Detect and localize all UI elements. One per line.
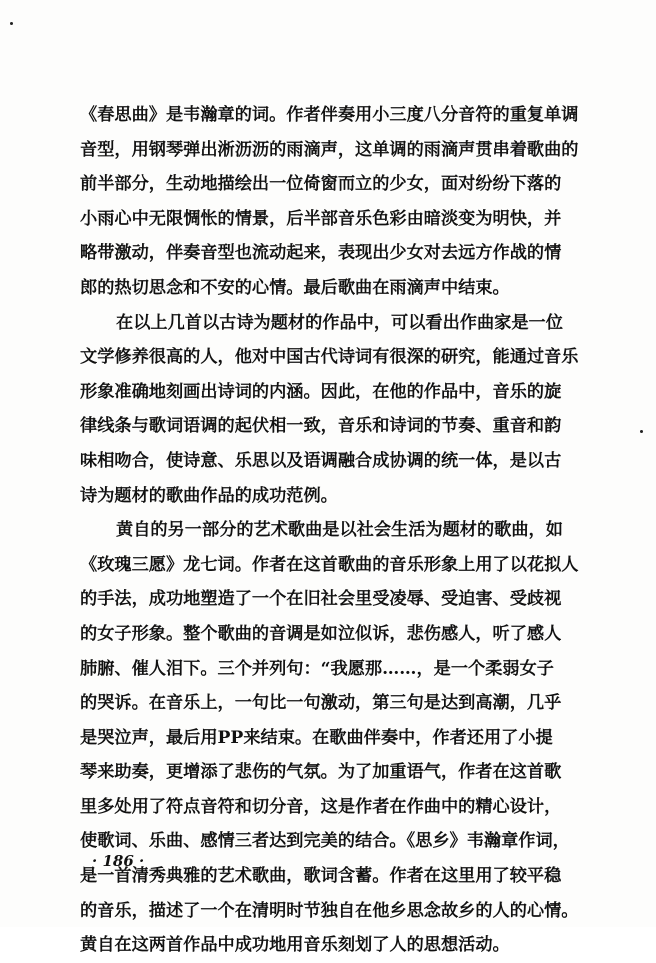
text-line: 小雨心中无限惆怅的情景，后半部音乐色彩由暗淡变为明快，并	[80, 208, 562, 229]
text-line: 诗为题材的歌曲作品的成功范例。	[80, 485, 338, 506]
text-line: 的手法，成功地塑造了一个在旧社会里受凌辱、受迫害、受歧视	[80, 589, 562, 610]
text-line: 郎的热切思念和不安的心情。最后歌曲在雨滴声中结束。	[80, 277, 510, 298]
text-line: 《春思曲》是韦瀚章的词。作者伴奏用小三度八分音符的重复单调	[80, 105, 579, 125]
text-line: 味相吻合，使诗意、乐思以及语调融合成协调的统一体，是以古	[80, 450, 562, 471]
text-line: 略带激动，伴奏音型也流动起来，表现出少女对去远方作战的情	[80, 243, 562, 264]
text-line: 的哭诉。在音乐上，一句比一句激动，第三句是达到高潮，几乎	[80, 693, 562, 714]
body-text	[80, 98, 585, 963]
text-line: 黄自在这两首作品中成功地用音乐刻划了人的思想活动。	[80, 935, 510, 956]
text-line: 律线条与歌词语调的起伏相一致，音乐和诗词的节奏、重音和韵	[80, 416, 562, 437]
text-line: 肺腑、催人泪下。三个并列句：“我愿那……，是一个柔弱女子	[80, 658, 554, 679]
text-line: 的女子形象。整个歌曲的音调是如泣似诉，悲伤感人，听了感人	[80, 623, 562, 644]
scan-speck	[640, 430, 643, 433]
text-line: 《玫瑰三愿》龙七词。作者在这首歌曲的音乐形象上用了以花拟人	[80, 554, 579, 575]
text-line: 在以上几首以古诗为题材的作品中，可以看出作曲家是一位	[116, 312, 563, 333]
text-line: 使歌词、乐曲、感情三者达到完美的结合。《思乡》韦瀚章作词，	[80, 831, 570, 852]
text-line: 形象准确地刻画出诗词的内涵。因此，在他的作品中，音乐的旋	[80, 381, 562, 402]
text-line: 前半部分，生动地描绘出一位倚窗而立的少女，面对纷纷下落的	[80, 174, 562, 195]
text-line: 文学修养很高的人，他对中国古代诗词有很深的研究，能通过音乐	[80, 347, 579, 368]
text-line: 黄自的另一部分的艺术歌曲是以社会生活为题材的歌曲，如	[116, 520, 563, 541]
page-number: · 186 ·	[92, 852, 145, 870]
text-line: 琴来助奏，更增添了悲伤的气氛。为了加重语气，作者在这首歌	[80, 762, 562, 783]
text-line: 音型，用钢琴弹出淅沥沥的雨滴声，这单调的雨滴声贯串着歌曲的	[80, 139, 579, 160]
text-line: 的音乐，描述了一个在清明时节独自在他乡思念故乡的人的心情。	[80, 900, 579, 921]
text-line: 里多处用了符点音符和切分音，这是作者在作曲中的精心设计，	[80, 796, 562, 817]
text-line: 是一首清秀典雅的艺术歌曲，歌词含蓄。作者在这里用了较平稳	[80, 866, 562, 887]
scan-speck	[10, 22, 13, 25]
text-line: 是哭泣声，最后用PP来结束。在歌曲伴奏中，作者还用了小提	[80, 727, 553, 748]
